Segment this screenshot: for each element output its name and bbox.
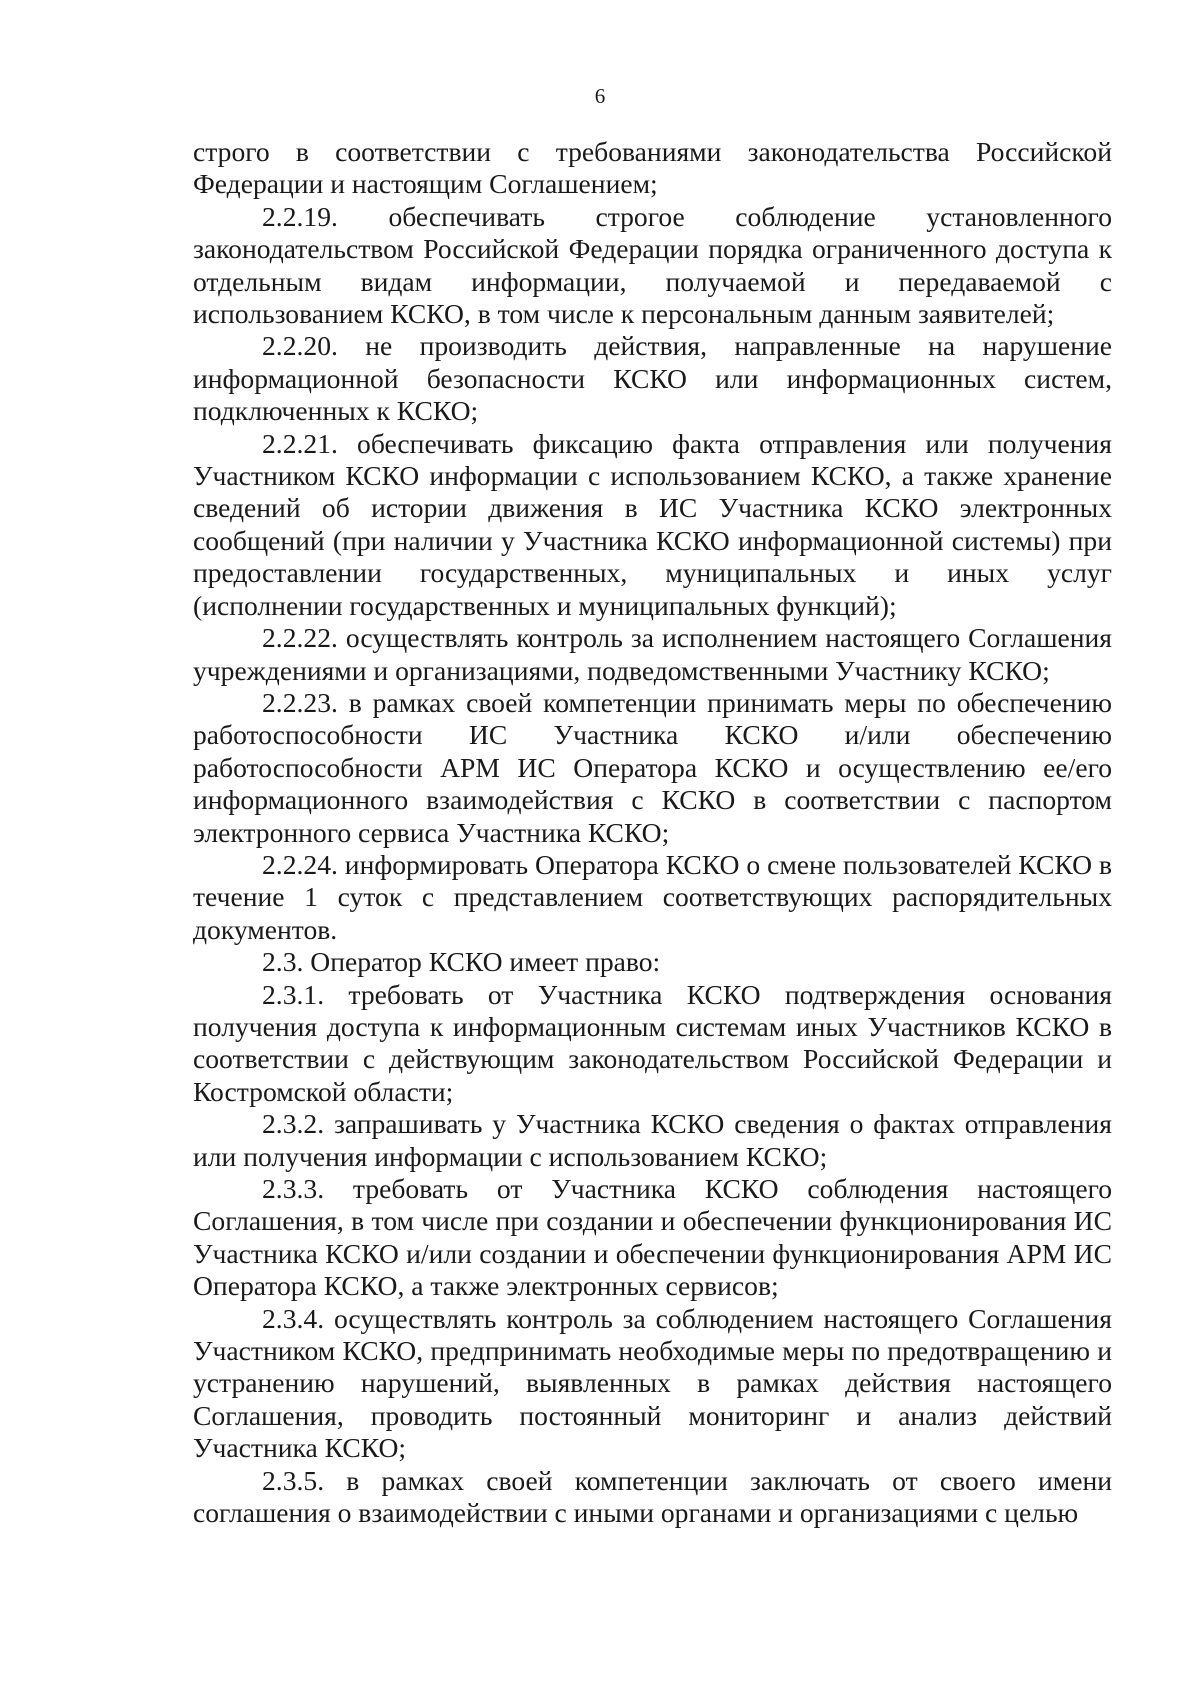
paragraph-2-3-5: 2.3.5. в рамках своей компетенции заключать от своего имени соглашения о взаимодействии с иными органами и организациями с целью	[193, 1464, 1112, 1529]
paragraph-2-3-2: 2.3.2. запрашивать у Участника КСКО сведения о фактах отправления или получения информации с использованием КСКО;	[193, 1108, 1112, 1172]
paragraph-2-2-21: 2.2.21. обеспечивать фиксацию факта отправления или получения Участником КСКО информации с использованием КСКО, а также хранение сведений об истории движения в ИС Участника КСКО электронных сообщений (при наличии у Участника КСКО информационной системы) при предоставлении государственных, муниципальных и иных услуг (исполнении государственных и муниципальных функций);	[193, 427, 1112, 621]
paragraph-2-3-heading: 2.3. Оператор КСКО имеет право:	[262, 946, 661, 978]
paragraph-2-3-4: 2.3.4. осуществлять контроль за соблюдением настоящего Соглашения Участником КСКО, предпринимать необходимые меры по предотвращению и устранению нарушений, выявленных в рамках действия настоящего Соглашения, проводить постоянный мониторинг и анализ действий Участника КСКО;	[193, 1302, 1112, 1464]
paragraph-continuation: строго в соответствии с требованиями законодательства Российской Федерации и настоящим Соглашением;	[193, 136, 1112, 200]
paragraph-2-2-24: 2.2.24. информировать Оператора КСКО о смене пользователей КСКО в течение 1 суток с представлением соответствующих распорядительных документов.	[193, 848, 1112, 945]
paragraph-2-3-3: 2.3.3. требовать от Участника КСКО соблюдения настоящего Соглашения, в том числе при создании и обеспечении функционирования ИС Участника КСКО и/или создании и обеспечении функционирования АРМ ИС Оператора КСКО, а также электронных сервисов;	[193, 1173, 1112, 1302]
paragraph-2-3-1: 2.3.1. требовать от Участника КСКО подтверждения основания получения доступа к информационным системам иных Участников КСКО в соответствии с действующим законодательством Российской Федерации и Костромской области;	[193, 978, 1112, 1107]
document-body	[193, 136, 1112, 1529]
paragraph-2-2-22: 2.2.22. осуществлять контроль за исполнением настоящего Соглашения учреждениями и организациями, подведомственными Участнику КСКО;	[193, 622, 1112, 686]
paragraph-2-2-20: 2.2.20. не производить действия, направленные на нарушение информационной безопасности КСКО или информационных систем, подключенных к КСКО;	[193, 330, 1112, 427]
paragraph-2-2-23: 2.2.23. в рамках своей компетенции принимать меры по обеспечению работоспособности ИС Участника КСКО и/или обеспечению работоспособности АРМ ИС Оператора КСКО и осуществлению ее/его информационного взаимодействия с КСКО в соответствии с паспортом электронного сервиса Участника КСКО;	[193, 686, 1112, 848]
page-number: 6	[594, 84, 606, 108]
paragraph-2-2-19: 2.2.19. обеспечивать строгое соблюдение установленного законодательством Российской Федерации порядка ограниченного доступа к отдельным видам информации, получаемой и передаваемой с использованием КСКО, в том числе к персональным данным заявителей;	[193, 200, 1112, 330]
